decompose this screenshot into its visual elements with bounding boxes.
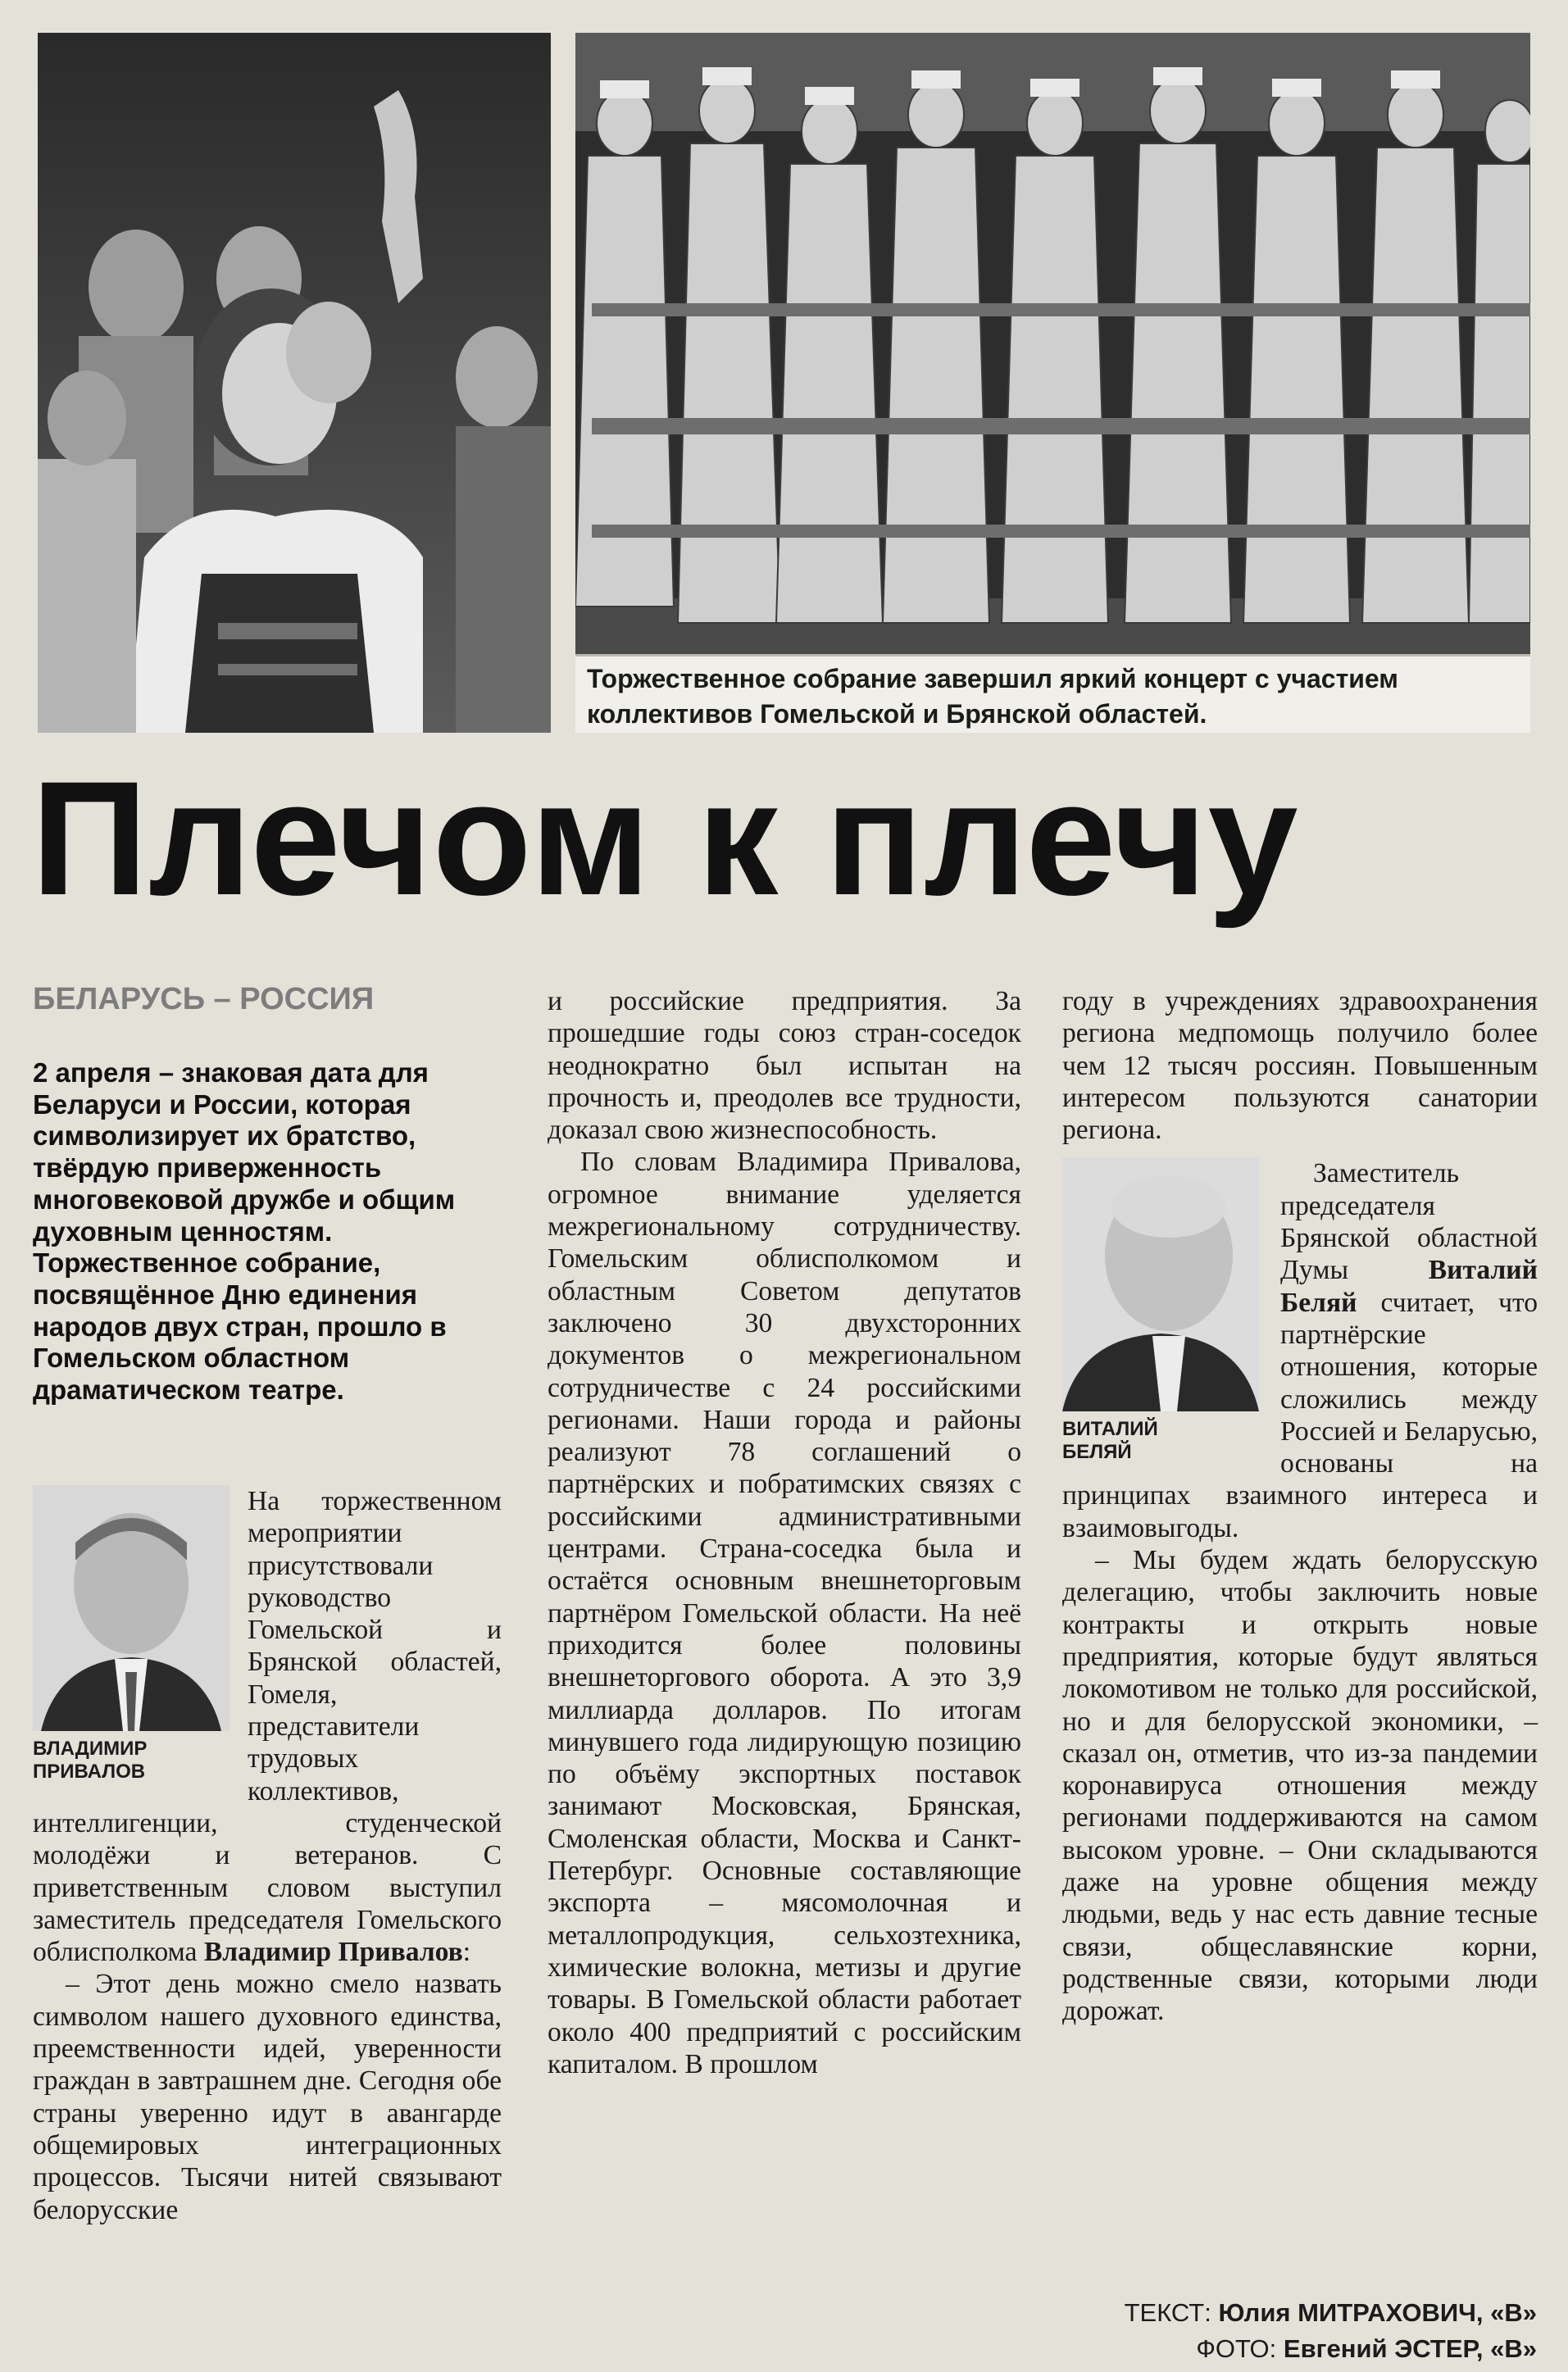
belyay-caption: ВИТАЛИЙ БЕЛЯЙ	[1062, 1418, 1158, 1464]
privalov-photo	[33, 1485, 230, 1731]
article-column-1	[33, 1485, 502, 2226]
col3-paragraph-1: году в учреждениях здравоохранения региона медпомощь получило более чем 12 тысяч россиян. Повышенным интересом пользуются санатории региона.	[1062, 986, 1538, 1146]
privalov-portrait-block	[33, 1485, 230, 1784]
dancers-photo	[38, 33, 551, 733]
col3-paragraph-2: Заместитель председателя Брянской областной Думы Виталий Беляй считает, что партнёрские отношения, которые сложились между Россией и Беларусью, основаны на принципах взаимного интереса и взаимовыгоды.	[1062, 1158, 1538, 1543]
col3-paragraph-3: – Мы будем ждать белорусскую делегацию, чтобы заключить новые контракты и открыть новые предприятия, которые будут являться локомотивом не только для российской, но и для белорусской экономики, – сказал он, отметив, что из-за пандемии коронавируса отношения между регионами поддерживаются на самом высоком уровне. – Они складываются даже на уровне общения между людьми, ведь у нас есть давние тесные связи, общеславянские корни, родственные связи, которыми люди дорожат.	[1062, 1545, 1538, 2027]
col1-paragraph-2: – Этот день можно смело назвать символом нашего духовного единства, преемственности идей, уверенности граждан в завтрашнем дне. Сегодня обе страны уверенно идут в авангарде общемировых интеграционных процессов. Тысячи нитей связывают белорусские	[33, 1969, 502, 2225]
privalov-caption: ВЛАДИМИР ПРИВАЛОВ	[33, 1738, 148, 1783]
article-column-3	[1062, 985, 1538, 2028]
lead-paragraph: 2 апреля – знаковая дата для Беларуси и России, которая символизирует их братство, твёрдую приверженность многовековой дружбе и общим духовным ценностям. Торжественное собрание, посвящённое Дню единения народов двух стран, прошло в Гомельском областном драматическом театре.	[33, 1057, 456, 1406]
credits	[1125, 2295, 1537, 2367]
rubric: БЕЛАРУСЬ – РОССИЯ	[33, 982, 375, 1016]
belyay-photo	[1062, 1157, 1259, 1411]
headline: Плечом к плечу	[31, 747, 1299, 929]
text-credit: ТЕКСТ: Юлия МИТРАХОВИЧ, «В»	[1124, 2298, 1537, 2327]
photo-credit: ФОТО: Евгений ЭСТЕР, «В»	[1196, 2334, 1537, 2363]
article-column-2	[548, 985, 1021, 2080]
col1-paragraph-1: На торжественном мероприятии присутствовали руководство Гомельской и Брянской областей, Гомеля, представители трудовых коллективов, интеллигенции, студенческой молодёжи и ветеранов. С приветственным словом выступил заместитель председателя Гомельского облисполкома Владимир Привалов:	[33, 1486, 502, 1968]
belyay-portrait-block	[1062, 1157, 1259, 1464]
choir-photo	[575, 33, 1530, 654]
col2-paragraph-1: и российские предприятия. За прошедшие годы союз стран-соседок неоднократно был испытан на прочность и, преодолев все трудности, доказал свою жизнеспособность.	[548, 986, 1021, 1146]
photo-caption: Торжественное собрание завершил яркий концерт с участием коллективов Гомельской и Брянской областей.	[575, 654, 1530, 733]
col2-paragraph-2: По словам Владимира Привалова, огромное внимание уделяется межрегиональному сотрудничеству. Гомельским облисполкомом и областным Советом депутатов заключено 30 двухсторонних документов о межрегиональном сотрудничестве с 24 российскими регионами. Наши города и районы реализуют 78 соглашений о партнёрских и побратимских связях с российскими административными центрами. Страна-соседка была и остаётся основным внешнеторговым партнёром Гомельской области. На неё приходится более половины внешнеторгового оборота. А это 3,9 миллиарда долларов. По итогам минувшего года лидирующую позицию по объёму экспортных поставок занимают Московская, Брянская, Смоленская области, Москва и Санкт-Петербург. Основные составляющие экспорта – мясомолочная и металлопродукция, сельхозтехника, химические волокна, метизы и другие товары. В Гомельской области работает около 400 предприятий с российским капиталом. В прошлом	[548, 1147, 1021, 2079]
